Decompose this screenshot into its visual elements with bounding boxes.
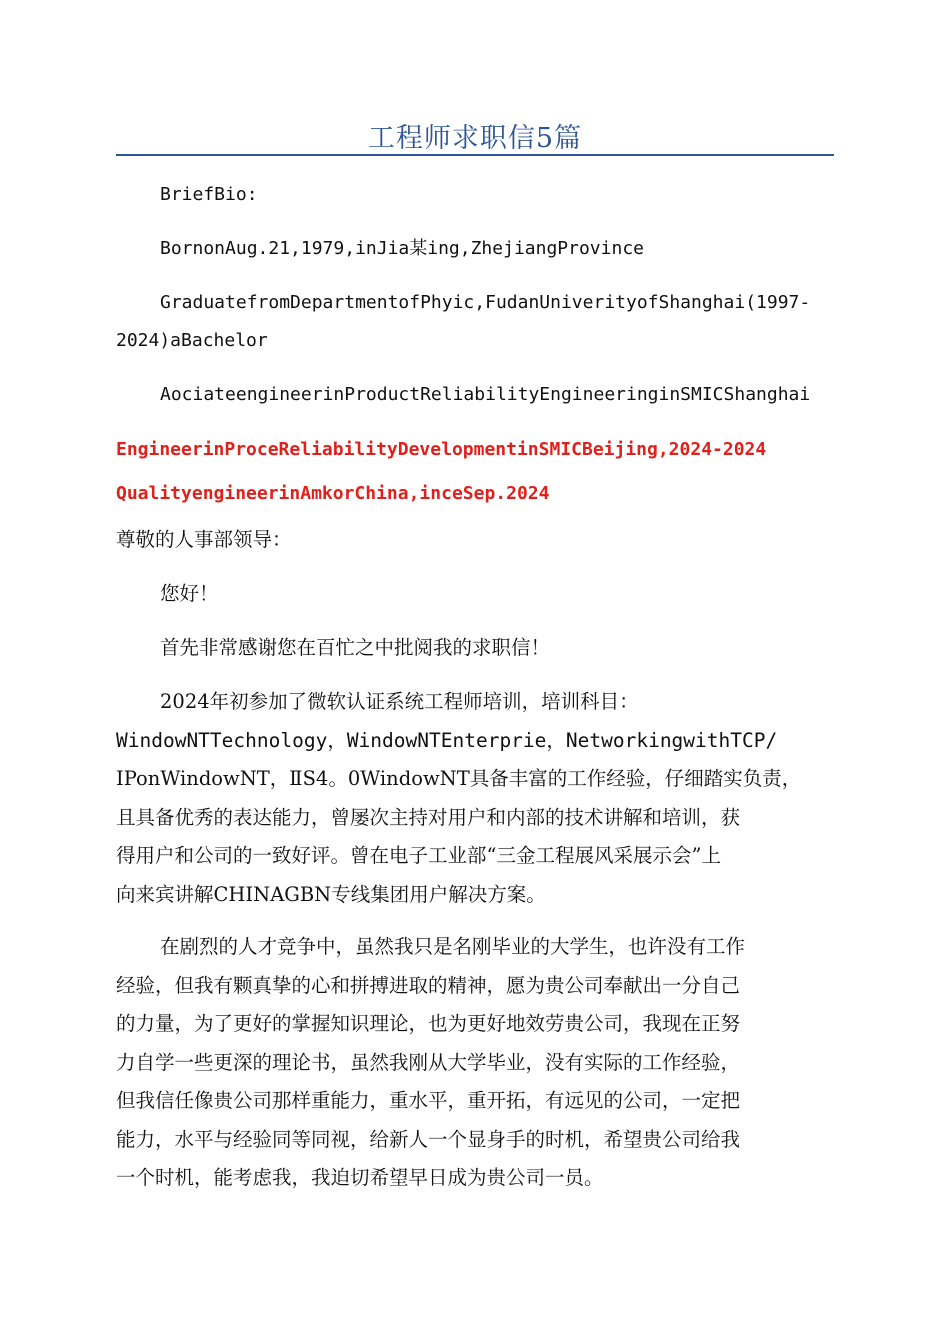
letter-paragraph-motivation [116,928,834,1198]
paragraph-line: 在剧烈的人才竞争中，虽然我只是名刚毕业的大学生，也许没有工作 [160,935,746,958]
paragraph-line: 得用户和公司的一致好评。曾在电子工业部“三金工程展风采展示会”上 [116,844,721,867]
paragraph-line: 2024年初参加了微软认证系统工程师培训，培训科目： [160,690,639,713]
bio-graduate-line1: GraduatefromDepartmentofPhyic,FudanUniverityofShanghai(1997- [160,292,811,313]
paragraph-line: 经验，但我有颗真挚的心和拼搏进取的精神，愿为贵公司奉献出一分自己 [116,973,741,997]
letter-salutation: 尊敬的人事部领导： [116,528,292,551]
paragraph-line: 但我信任像贵公司那样重能力，重水平，重开拓，有远见的公司，一定把 [116,1089,741,1112]
bio-born: BornonAug.21,1979,inJia某ing,ZhejiangProvince [160,238,644,259]
bio-engineer-highlight: EngineerinProceReliabilityDevelopmentinSMICBeijing,2024-2024 [116,439,767,460]
bio-heading: BriefBio: [160,184,258,205]
bio-quality-highlight: QualityengineerinAmkorChina,inceSep.2024 [116,483,550,504]
paragraph-line: 且具备优秀的表达能力，曾屡次主持对用户和内部的技术讲解和培训，获 [116,805,741,829]
paragraph-line: 向来宾讲解CHINAGBN专线集团用户解决方案。 [116,882,546,906]
title-underline [116,154,834,156]
paragraph-line: 的力量，为了更好的掌握知识理论，也为更好地效劳贵公司，我现在正努 [116,1012,741,1035]
document-title: 工程师求职信5篇 [367,123,583,154]
paragraph-line: 能力，水平与经验同等同视，给新人一个显身手的时机，希望贵公司给我 [116,1127,741,1151]
letter-thanks: 首先非常感谢您在百忙之中批阅我的求职信！ [160,636,551,659]
paragraph-line: 力自学一些更深的理论书，虽然我刚从大学毕业，没有实际的工作经验， [116,1050,741,1074]
letter-greeting: 您好！ [160,582,219,605]
letter-paragraph-training [116,683,834,914]
bio-graduate-line2: 2024)aBachelor [116,330,268,351]
bio-associate: AociateengineerinProductReliabilityEngineeringinSMICShanghai [160,384,811,405]
paragraph-line: IPonWindowNT，ⅡS4。0WindowNT具备丰富的工作经验，仔细踏实负责， [116,767,802,790]
paragraph-line: 一个时机，能考虑我，我迫切希望早日成为贵公司一员。 [116,1166,604,1189]
paragraph-line: WindowNTTechnology，WindowNTEnterprie，NetworkingwithTCP/ [116,728,778,752]
